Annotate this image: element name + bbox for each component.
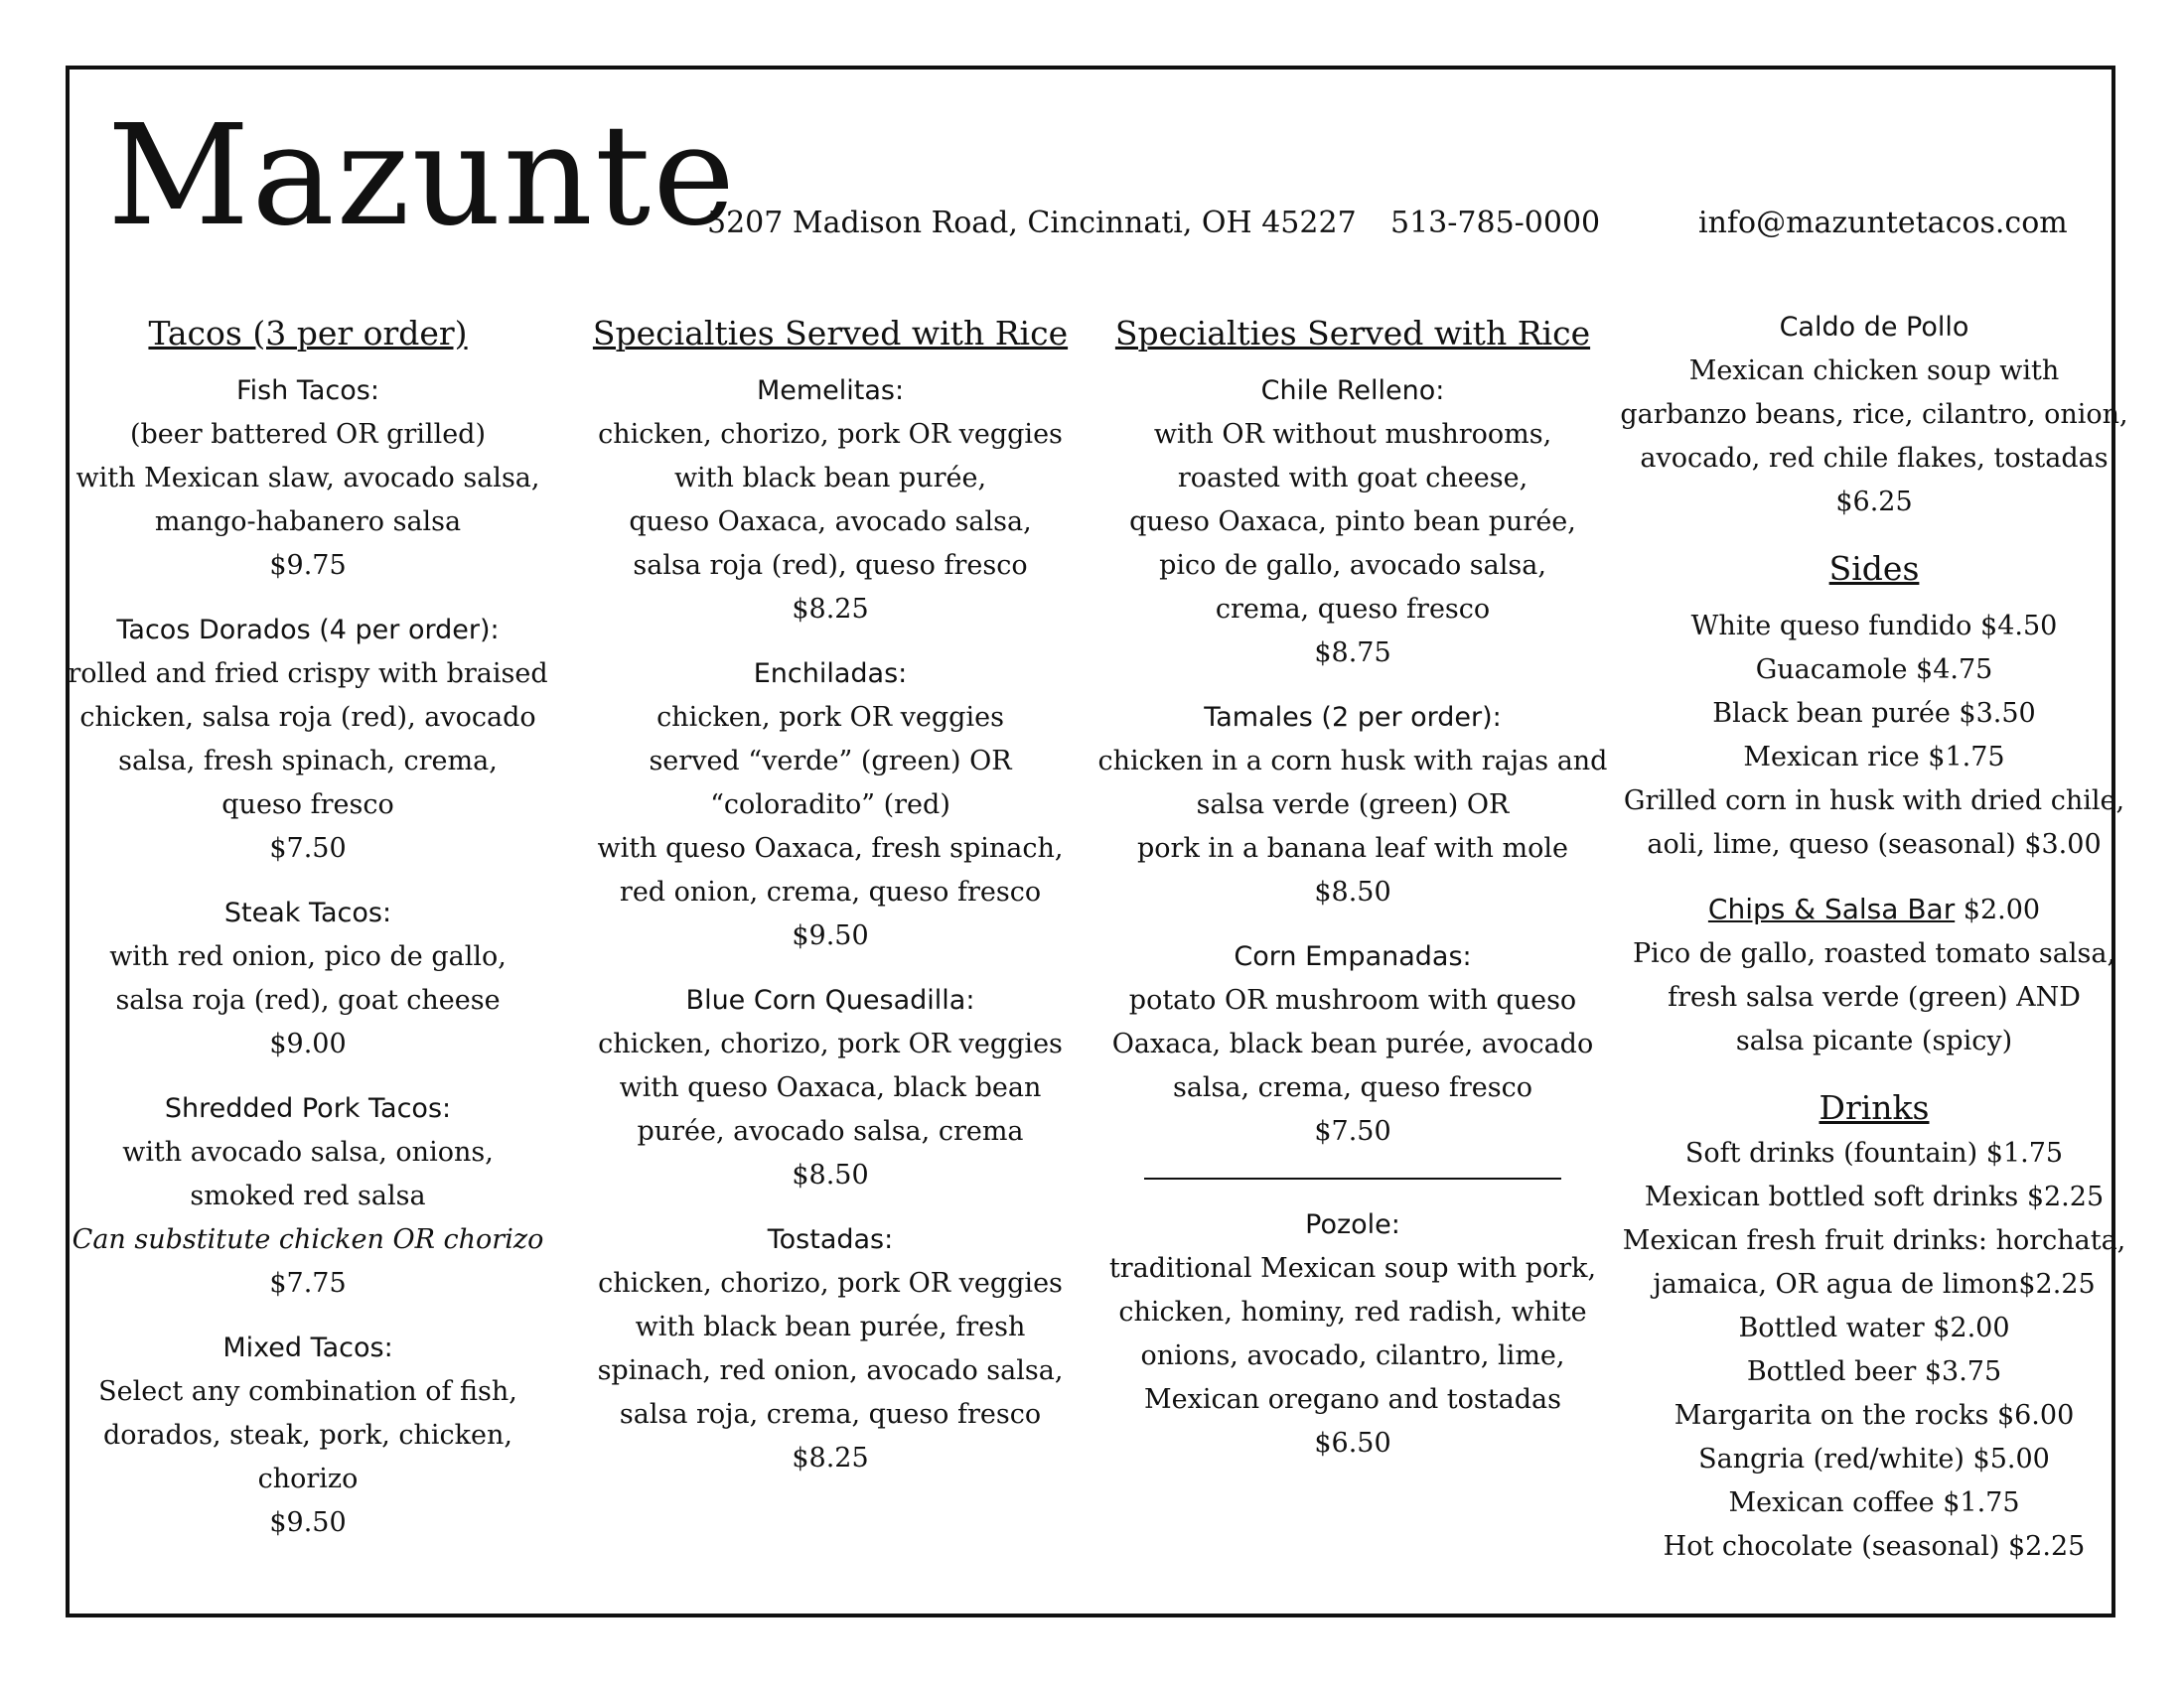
item-desc: Oaxaca, black bean purée, avocado bbox=[1111, 1029, 1594, 1059]
menu-item bbox=[562, 1218, 1098, 1480]
sides-list bbox=[1606, 605, 2142, 867]
item-price: $7.50 bbox=[1314, 1116, 1391, 1147]
drink-item: Hot chocolate (seasonal) $2.25 bbox=[1663, 1531, 2086, 1562]
item-desc: with avocado salsa, onions, bbox=[122, 1137, 494, 1168]
specialties-column-1 bbox=[562, 310, 1098, 1501]
side-item: Mexican rice $1.75 bbox=[1743, 742, 2005, 772]
menu-item bbox=[40, 1087, 576, 1306]
drink-item: Bottled water $2.00 bbox=[1738, 1313, 2010, 1343]
item-desc: chicken, chorizo, pork OR veggies bbox=[598, 1268, 1063, 1299]
menu-item bbox=[40, 369, 576, 588]
menu-item bbox=[40, 609, 576, 871]
item-price: $8.75 bbox=[1314, 637, 1391, 668]
item-desc: salsa picante (spicy) bbox=[1735, 1026, 2013, 1056]
menu-item bbox=[40, 892, 576, 1066]
chips-salsa-bar bbox=[1606, 888, 2142, 1063]
item-desc: queso fresco bbox=[221, 789, 394, 820]
item-price: $6.25 bbox=[1835, 487, 1913, 517]
item-desc: roasted with goat cheese, bbox=[1177, 463, 1529, 493]
drink-item: Mexican coffee $1.75 bbox=[1728, 1487, 2020, 1518]
item-desc: avocado, red chile flakes, tostadas bbox=[1640, 443, 2109, 474]
menu-item bbox=[1085, 696, 1621, 914]
item-name: Caldo de Pollo bbox=[1779, 312, 1969, 343]
item-name: Tacos Dorados (4 per order): bbox=[116, 615, 500, 645]
item-desc: mango-habanero salsa bbox=[154, 506, 462, 537]
item-desc: smoked red salsa bbox=[190, 1181, 426, 1211]
item-price: $8.50 bbox=[1314, 877, 1391, 908]
item-desc: pico de gallo, avocado salsa, bbox=[1159, 550, 1546, 581]
item-price: $9.00 bbox=[269, 1029, 347, 1059]
item-desc: with red onion, pico de gallo, bbox=[109, 941, 507, 972]
menu-item bbox=[1606, 306, 2142, 524]
item-desc: garbanzo beans, rice, cilantro, onion, bbox=[1620, 399, 2128, 430]
item-desc: potato OR mushroom with queso bbox=[1128, 985, 1577, 1016]
menu-item bbox=[562, 369, 1098, 632]
item-desc: Mexican oregano and tostadas bbox=[1144, 1384, 1561, 1415]
item-name: Mixed Tacos: bbox=[222, 1333, 393, 1363]
item-name: Tostadas: bbox=[767, 1224, 894, 1255]
item-desc: chicken, salsa roja (red), avocado bbox=[79, 702, 536, 733]
item-desc: Pico de gallo, roasted tomato salsa, bbox=[1632, 938, 2116, 969]
item-price: $6.50 bbox=[1314, 1428, 1391, 1459]
drink-item: Mexican bottled soft drinks $2.25 bbox=[1644, 1182, 2105, 1212]
side-item: Grilled corn in husk with dried chile, bbox=[1623, 785, 2125, 816]
section-title: Specialties Served with Rice bbox=[1114, 314, 1591, 352]
item-price: $8.25 bbox=[792, 1443, 869, 1474]
chips-price: $2.00 bbox=[1963, 895, 2041, 925]
item-price: $8.25 bbox=[792, 594, 869, 625]
divider bbox=[1144, 1178, 1561, 1180]
menu-item bbox=[1085, 935, 1621, 1154]
item-desc: with queso Oaxaca, fresh spinach, bbox=[597, 833, 1064, 864]
item-desc: (beer battered OR grilled) bbox=[129, 419, 486, 450]
item-name: Corn Empanadas: bbox=[1234, 941, 1472, 972]
item-desc: salsa, crema, queso fresco bbox=[1172, 1072, 1533, 1103]
item-desc: Mexican chicken soup with bbox=[1688, 355, 2060, 386]
menu-item bbox=[1085, 1203, 1621, 1466]
item-desc: with OR without mushrooms, bbox=[1153, 419, 1552, 450]
item-desc: onions, avocado, cilantro, lime, bbox=[1140, 1340, 1565, 1371]
chips-title: Chips & Salsa Bar bbox=[1707, 893, 1956, 925]
restaurant-name: Mazunte bbox=[107, 95, 738, 257]
item-price: $9.50 bbox=[792, 920, 869, 951]
menu-item bbox=[562, 979, 1098, 1197]
item-desc: fresh salsa verde (green) AND bbox=[1668, 982, 2081, 1013]
item-desc: Select any combination of fish, bbox=[98, 1376, 517, 1407]
item-desc: salsa, fresh spinach, crema, bbox=[118, 746, 498, 776]
item-desc: crema, queso fresco bbox=[1215, 594, 1491, 625]
drink-item: Margarita on the rocks $6.00 bbox=[1674, 1400, 2075, 1431]
drink-item: Mexican fresh fruit drinks: horchata, bbox=[1622, 1225, 2126, 1256]
item-name: Memelitas: bbox=[756, 375, 905, 406]
item-desc: “coloradito” (red) bbox=[710, 789, 950, 820]
item-price: $8.50 bbox=[792, 1160, 869, 1191]
section-title: Specialties Served with Rice bbox=[592, 314, 1069, 352]
item-desc: with Mexican slaw, avocado salsa, bbox=[75, 463, 540, 493]
item-price: $9.75 bbox=[269, 550, 347, 581]
item-price: $7.50 bbox=[269, 833, 347, 864]
item-desc: with black bean purée, fresh bbox=[635, 1312, 1026, 1342]
item-desc: salsa roja, crema, queso fresco bbox=[619, 1399, 1042, 1430]
item-price: $9.50 bbox=[269, 1507, 347, 1538]
section-title-drinks: Drinks bbox=[1819, 1088, 1930, 1127]
item-desc: with queso Oaxaca, black bean bbox=[619, 1072, 1042, 1103]
phone-number: 513-785-0000 bbox=[1390, 206, 1601, 240]
address: 5207 Madison Road, Cincinnati, OH 45227 bbox=[707, 206, 1357, 240]
item-name: Enchiladas: bbox=[753, 658, 908, 689]
item-price: $7.75 bbox=[269, 1268, 347, 1299]
item-name: Fish Tacos: bbox=[236, 375, 379, 406]
item-name: Pozole: bbox=[1305, 1209, 1400, 1240]
side-item: Black bean purée $3.50 bbox=[1712, 698, 2036, 729]
soup-sides-drinks-column bbox=[1606, 306, 2142, 1569]
item-desc: chicken, chorizo, pork OR veggies bbox=[598, 1029, 1063, 1059]
side-item: aoli, lime, queso (seasonal) $3.00 bbox=[1647, 829, 2102, 860]
item-desc: spinach, red onion, avocado salsa, bbox=[597, 1355, 1064, 1386]
section-title: Tacos (3 per order) bbox=[148, 314, 468, 352]
item-desc: dorados, steak, pork, chicken, bbox=[103, 1420, 512, 1451]
item-desc: pork in a banana leaf with mole bbox=[1137, 833, 1568, 864]
item-note: Can substitute chicken OR chorizo bbox=[72, 1224, 544, 1255]
section-title-sides: Sides bbox=[1828, 549, 1920, 588]
item-desc: served “verde” (green) OR bbox=[649, 746, 1012, 776]
side-item: White queso fundido $4.50 bbox=[1690, 611, 2058, 641]
item-desc: chicken, chorizo, pork OR veggies bbox=[598, 419, 1063, 450]
item-desc: salsa roja (red), queso fresco bbox=[633, 550, 1028, 581]
drink-item: Bottled beer $3.75 bbox=[1746, 1356, 2002, 1387]
specialties-column-2 bbox=[1085, 310, 1621, 1486]
item-desc: traditional Mexican soup with pork, bbox=[1108, 1253, 1597, 1284]
item-desc: chicken, hominy, red radish, white bbox=[1118, 1297, 1587, 1328]
drink-item: Sangria (red/white) $5.00 bbox=[1698, 1444, 2050, 1474]
drinks-list bbox=[1606, 1132, 2142, 1569]
drink-item: jamaica, OR agua de limon$2.25 bbox=[1653, 1269, 2096, 1300]
item-desc: red onion, crema, queso fresco bbox=[619, 877, 1042, 908]
item-desc: chicken in a corn husk with rajas and bbox=[1097, 746, 1608, 776]
item-name: Shredded Pork Tacos: bbox=[164, 1093, 452, 1124]
item-desc: queso Oaxaca, pinto bean purée, bbox=[1129, 506, 1576, 537]
side-item: Guacamole $4.75 bbox=[1755, 654, 1993, 685]
item-desc: chicken, pork OR veggies bbox=[656, 702, 1004, 733]
item-name: Chile Relleno: bbox=[1260, 375, 1445, 406]
item-desc: salsa roja (red), goat cheese bbox=[115, 985, 501, 1016]
item-desc: with black bean purée, bbox=[673, 463, 987, 493]
item-desc: rolled and fried crispy with braised bbox=[68, 658, 548, 689]
item-desc: chorizo bbox=[257, 1464, 359, 1494]
menu-item bbox=[1085, 369, 1621, 675]
item-name: Tamales (2 per order): bbox=[1204, 702, 1502, 733]
item-desc: purée, avocado salsa, crema bbox=[637, 1116, 1024, 1147]
drink-item: Soft drinks (fountain) $1.75 bbox=[1684, 1138, 2064, 1169]
item-desc: salsa verde (green) OR bbox=[1196, 789, 1510, 820]
email-address: info@mazuntetacos.com bbox=[1698, 206, 2068, 240]
item-desc: queso Oaxaca, avocado salsa, bbox=[629, 506, 1032, 537]
tacos-column bbox=[40, 310, 576, 1566]
item-name: Blue Corn Quesadilla: bbox=[685, 985, 975, 1016]
item-name: Steak Tacos: bbox=[223, 898, 392, 928]
menu-item bbox=[40, 1327, 576, 1545]
menu-item bbox=[562, 652, 1098, 958]
